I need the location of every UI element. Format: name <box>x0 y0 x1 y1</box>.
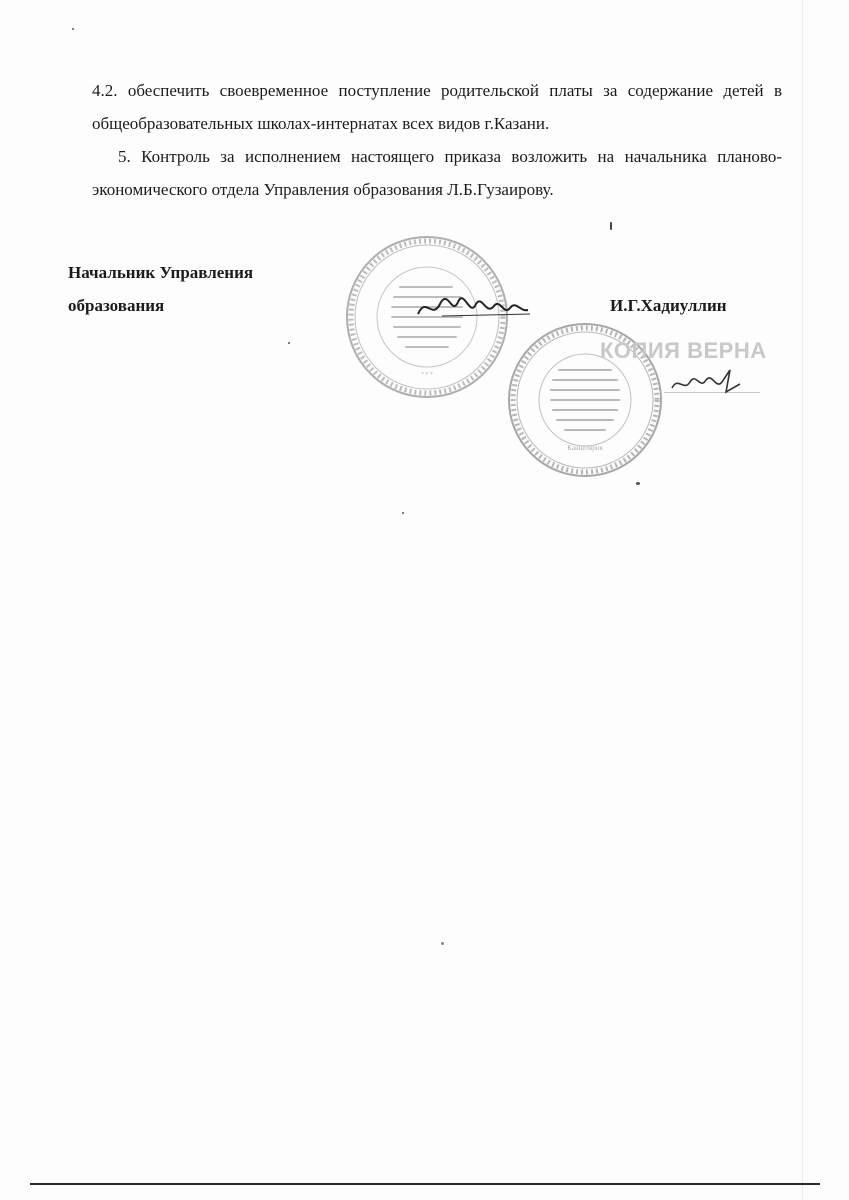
signatory-name: И.Г.Хадиуллин <box>610 296 727 315</box>
copy-certified-mark: КОПИЯ ВЕРНА <box>600 338 767 363</box>
paragraph-5: 5. Контроль за исполнением настоящего приказа возложить на начальника планово-экономического отдела Управления образования Л.Б.Гузаирову. <box>92 147 782 199</box>
signatory-title-line1: Начальник Управления <box>68 263 254 282</box>
svg-text:Канцелярия: Канцелярия <box>567 444 603 452</box>
scan-speck <box>636 482 640 485</box>
signatory-title <box>68 256 253 322</box>
scan-speck <box>441 942 444 945</box>
svg-text:* * *: * * * <box>421 372 433 378</box>
signatory-title-line2: образования <box>68 296 165 315</box>
scan-bottom-edge <box>30 1183 820 1185</box>
copy-signature <box>668 362 748 400</box>
scan-speck <box>288 342 290 344</box>
paragraph-4-2: 4.2. обеспечить своевременное поступление родительской платы за содержание детей в общеобразовательных школах-интернатах всех видов г.Казани. <box>92 81 782 133</box>
scan-speck <box>72 28 74 30</box>
scan-speck <box>402 512 404 514</box>
scan-edge <box>802 0 803 1200</box>
document-body <box>92 74 782 206</box>
handwritten-signature <box>412 286 532 326</box>
scan-speck <box>610 222 612 230</box>
